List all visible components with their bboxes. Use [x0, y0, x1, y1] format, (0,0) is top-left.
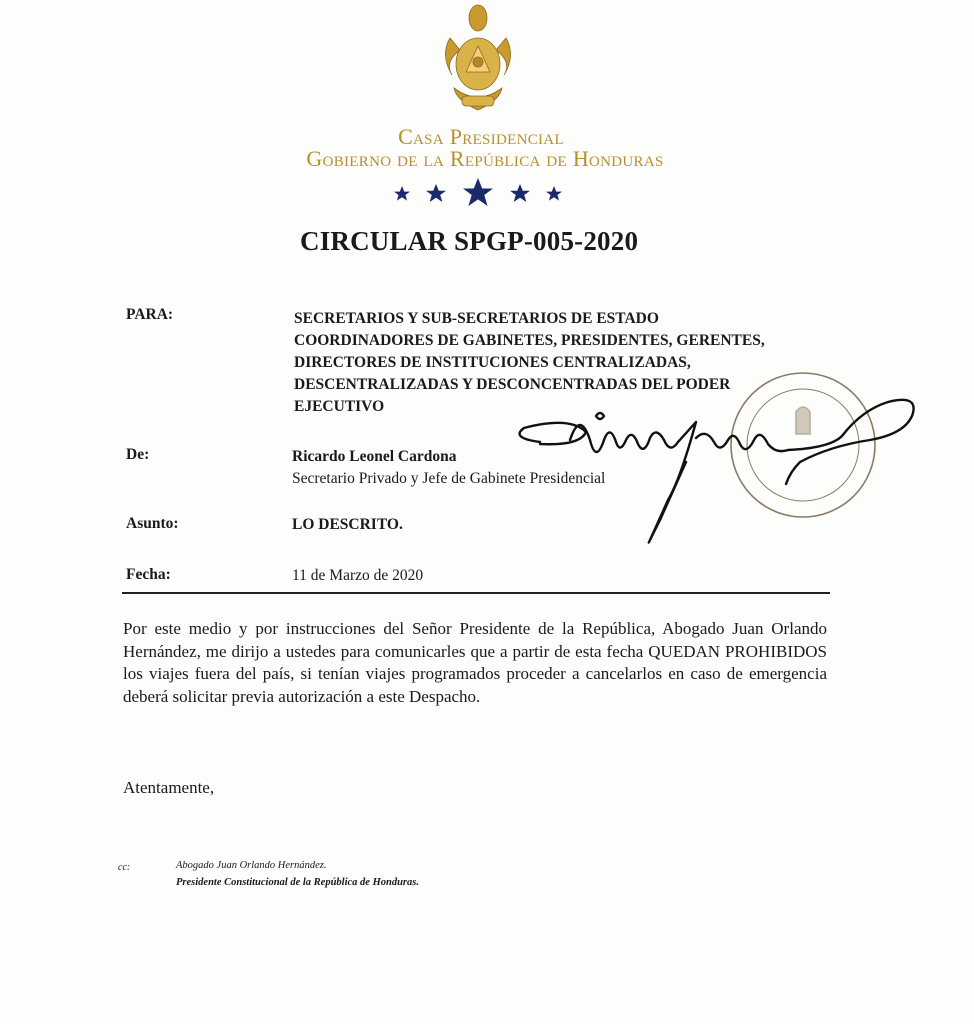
- para-line: DESCENTRALIZADAS Y DESCONCENTRADAS DEL PODER: [294, 376, 731, 393]
- para-label: PARA:: [126, 306, 174, 323]
- para-line: EJECUTIVO: [294, 398, 385, 415]
- closing: Atentamente,: [123, 778, 215, 797]
- cc-name: Abogado Juan Orlando Hernández.: [176, 860, 327, 871]
- fecha-label: Fecha:: [126, 566, 171, 583]
- de-label: De:: [126, 446, 150, 463]
- para-line: DIRECTORES DE INSTITUCIONES CENTRALIZADAS,: [294, 354, 691, 371]
- star-icon: [510, 184, 530, 202]
- asunto-label: Asunto:: [126, 515, 179, 532]
- cc-label: cc:: [118, 862, 131, 873]
- sender-title: Secretario Privado y Jefe de Gabinete Presidencial: [292, 470, 606, 487]
- star-icon: [546, 186, 562, 201]
- body-paragraph: Por este medio y por instrucciones del Señor Presidente de la República, Abogado Juan Orlando Hernández, me dirijo a ustedes para comunicarles que a partir de esta fecha QUEDAN PROHIBIDOS los viajes fuera del país, si tenían viajes programados proceder a cancelarlos en caso de emergencia deberá solicitar previa autorización a este Despacho.: [123, 619, 827, 706]
- org-name-line1: Casa Presidencial: [398, 124, 564, 149]
- star-icon: [426, 184, 446, 202]
- org-name-line2: Gobierno de la República de Honduras: [306, 146, 664, 171]
- stars-decoration-icon: [388, 176, 568, 210]
- fecha-value: 11 de Marzo de 2020: [292, 567, 424, 584]
- asunto-value: LO DESCRITO.: [292, 516, 403, 533]
- circular-title: CIRCULAR SPGP-005-2020: [300, 226, 639, 256]
- star-icon: [463, 178, 493, 206]
- header-divider: [122, 592, 830, 594]
- para-line: COORDINADORES DE GABINETES, PRESIDENTES, GERENTES,: [294, 332, 765, 349]
- official-seal-icon: [718, 360, 888, 530]
- cc-title: Presidente Constitucional de la República de Honduras.: [176, 877, 419, 888]
- star-icon: [394, 186, 410, 201]
- sender-name: Ricardo Leonel Cardona: [292, 448, 457, 465]
- coat-of-arms-icon: [430, 0, 526, 116]
- para-line: SECRETARIOS Y SUB-SECRETARIOS DE ESTADO: [294, 310, 659, 327]
